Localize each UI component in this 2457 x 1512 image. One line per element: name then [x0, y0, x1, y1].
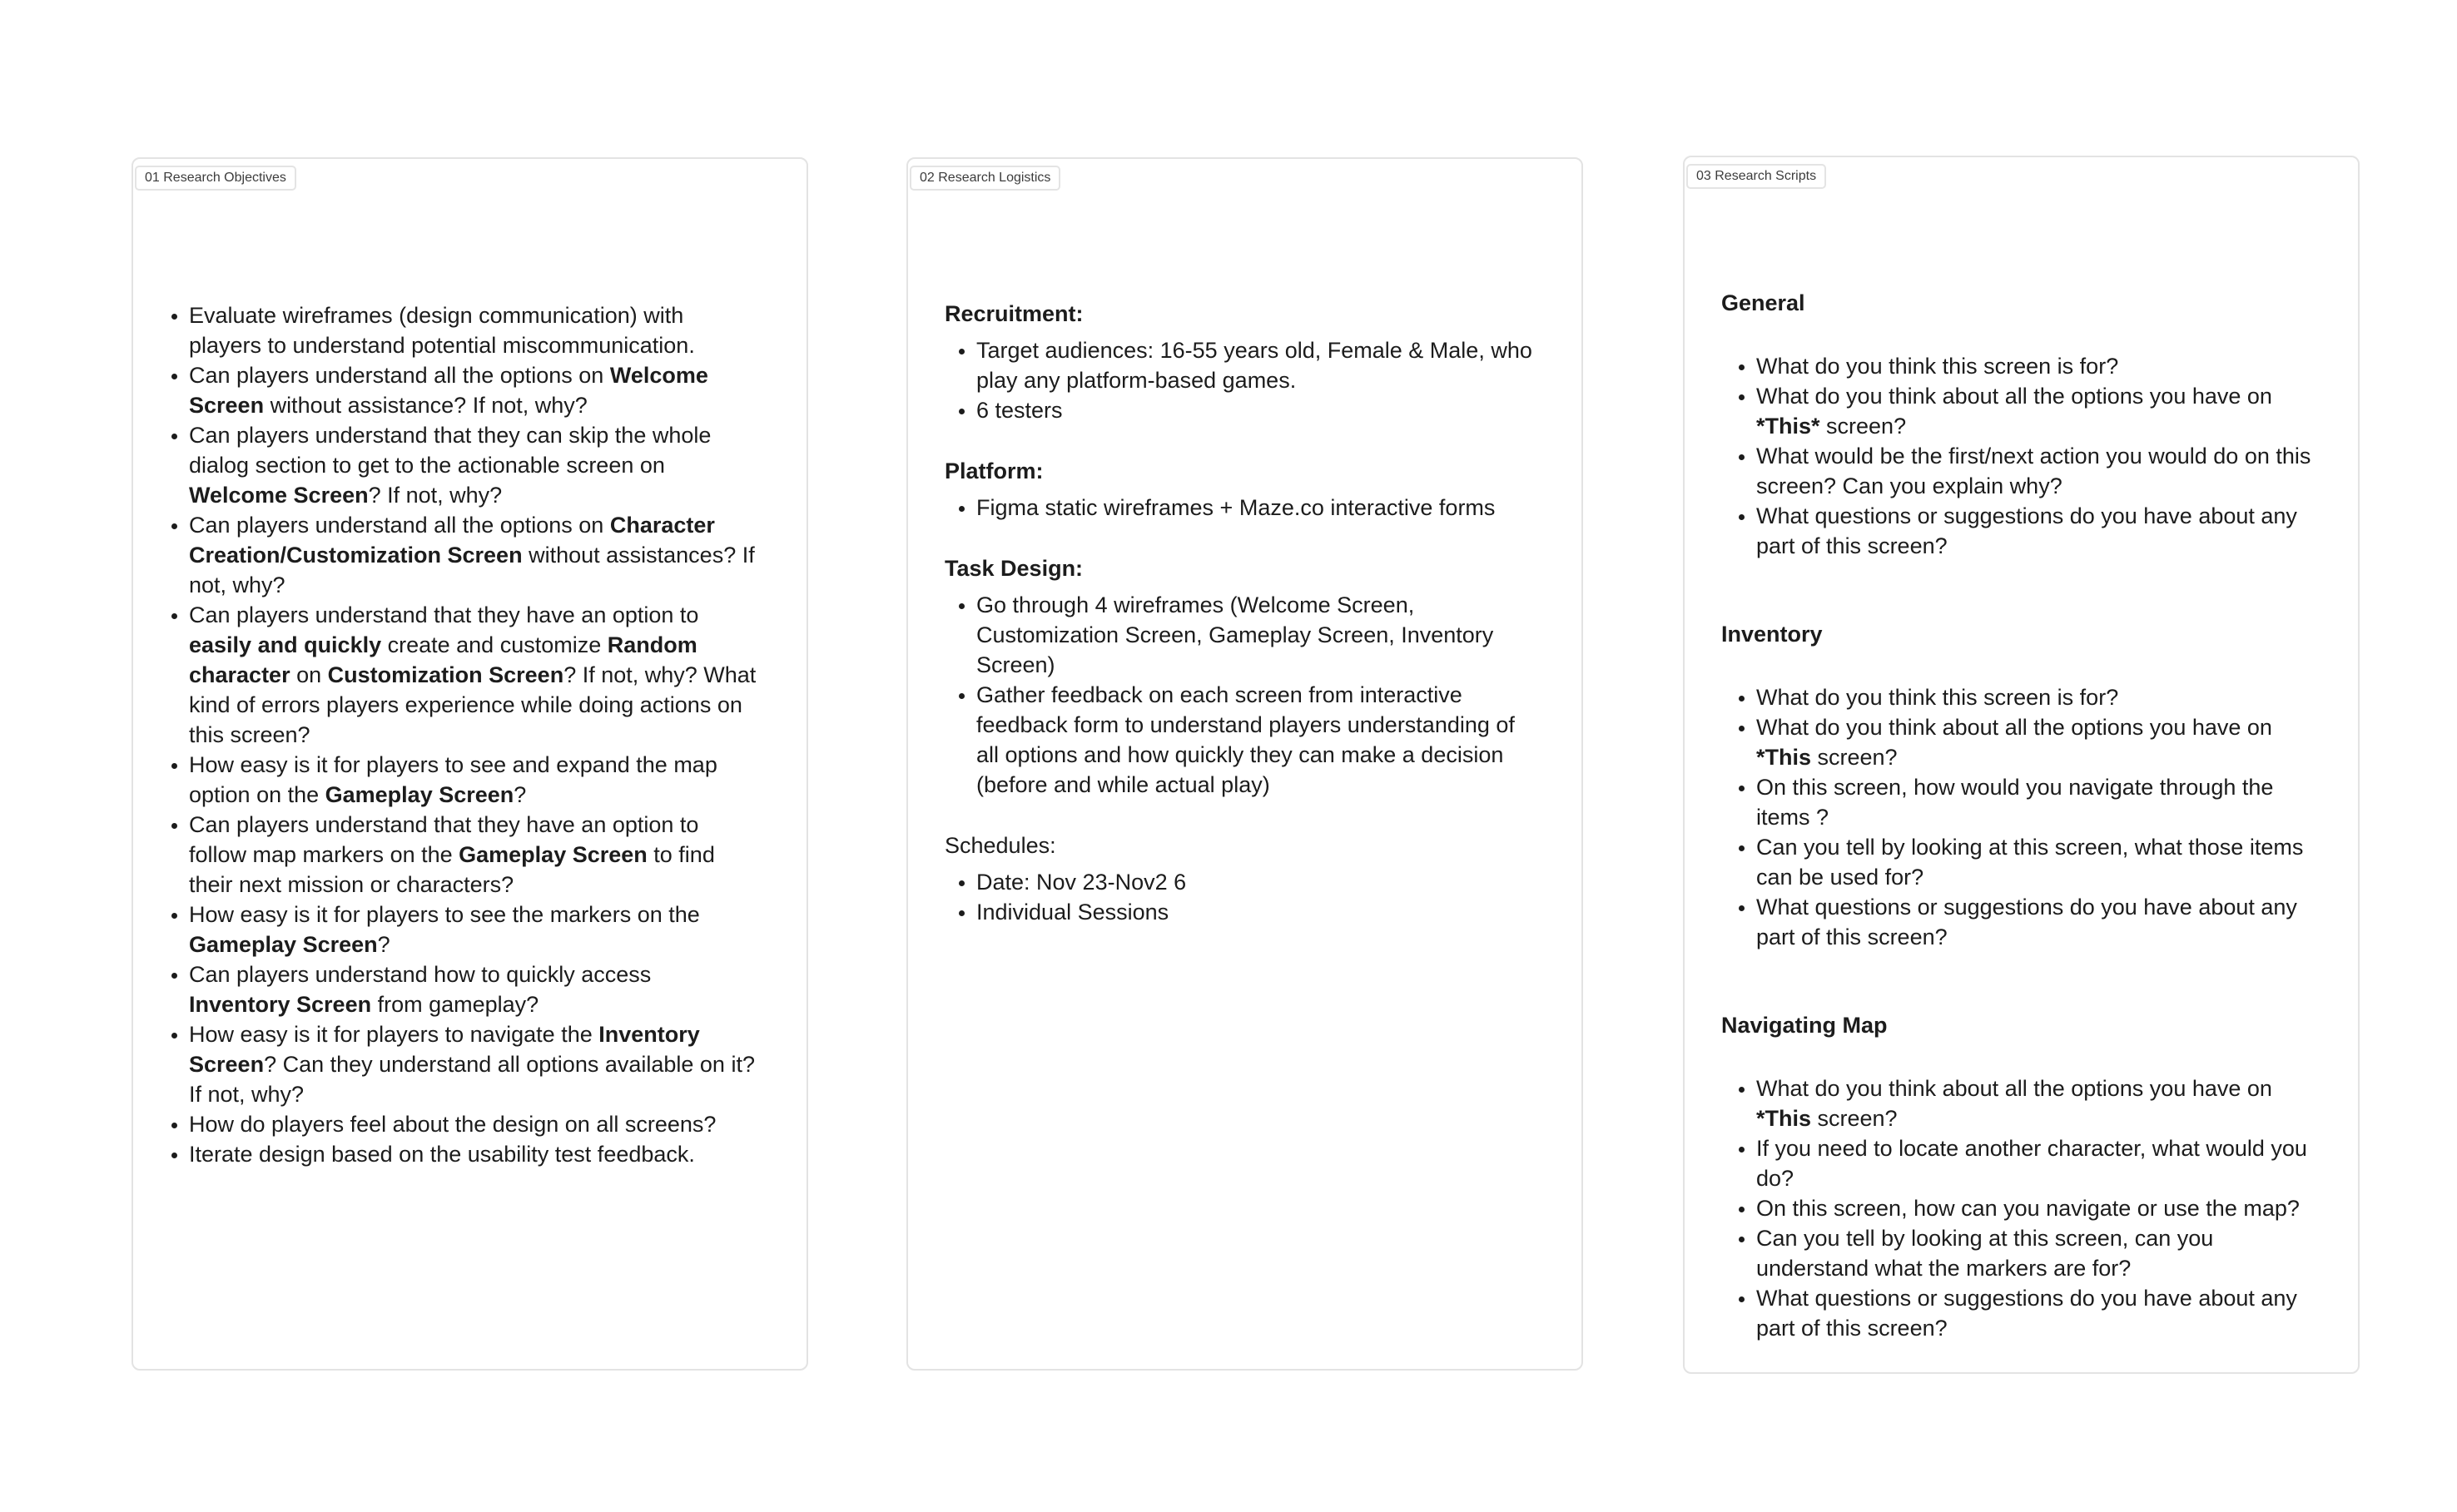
- bullet-item: • Can players understand all the options on Character Creation/Customization Screen without assistances? If not, why?: [189, 510, 758, 600]
- group-heading: Recruitment:: [945, 301, 1084, 326]
- section-card-research-logistics[interactable]: [906, 157, 1583, 1371]
- bullet-item: • How easy is it for players to see and expand the map option on the Gameplay Screen?: [189, 750, 758, 810]
- group-task-design: [945, 553, 1536, 800]
- group-platform: [945, 456, 1536, 523]
- bullet-list: [1721, 351, 2323, 561]
- section-label-text: 03 Research Scripts: [1696, 169, 1817, 183]
- bullet-item: • Figma static wireframes + Maze.co interactive forms: [976, 493, 1536, 523]
- group-navigating-map: [1721, 1010, 2323, 1343]
- bullet-item: • How easy is it for players to see the markers on the Gameplay Screen?: [189, 900, 758, 959]
- bullet-item: • 6 testers: [976, 395, 1536, 425]
- bullet-item: • Target audiences: 16-55 years old, Female & Male, who play any platform-based games.: [976, 335, 1536, 395]
- section-content: [1685, 157, 2358, 1343]
- group-inventory: [1721, 619, 2323, 952]
- bullet-item: • Can you tell by looking at this screen, can you understand what the markers are for?: [1756, 1223, 2323, 1283]
- bullet-item: • What questions or suggestions do you have about any part of this screen?: [1756, 892, 2323, 952]
- group-general: [1721, 288, 2323, 561]
- bullet-item: • Individual Sessions: [976, 897, 1536, 927]
- bullet-list: [945, 335, 1536, 425]
- section-label-text: 01 Research Objectives: [145, 171, 286, 185]
- bullet-item: • Date: Nov 23-Nov2 6: [976, 867, 1536, 897]
- bullet-item: • Can players understand how to quickly access Inventory Screen from gameplay?: [189, 959, 758, 1019]
- bullet-item: • What questions or suggestions do you have about any part of this screen?: [1756, 501, 2323, 561]
- section-label[interactable]: [135, 166, 296, 191]
- bullet-item: • Iterate design based on the usability test feedback.: [189, 1139, 758, 1169]
- group-recruitment: [945, 299, 1536, 425]
- section-card-research-objectives[interactable]: [132, 157, 808, 1371]
- bullet-item: • What do you think about all the options you have on *This screen?: [1756, 712, 2323, 772]
- bullet-item: • Can players understand that they have an option to follow map markers on the Gameplay Screen to find their next mission or characters?: [189, 810, 758, 900]
- bullet-item: • Can players understand that they have an option to easily and quickly create and customize Random character on Customization Screen? If not, why? What kind of errors players experience while doing actions on this screen?: [189, 600, 758, 750]
- bullet-item: • How easy is it for players to navigate the Inventory Screen? Can they understand all options available on it? If not, why?: [189, 1019, 758, 1109]
- section-label[interactable]: [1686, 164, 1826, 189]
- bullet-item: • On this screen, how can you navigate or use the map?: [1756, 1193, 2323, 1223]
- bullet-item: • Gather feedback on each screen from interactive feedback form to understand players understanding of all options and how quickly they can make a decision (before and while actual play): [976, 680, 1536, 800]
- bullet-item: • Evaluate wireframes (design communication) with players to understand potential miscommunication.: [189, 300, 758, 360]
- group-heading: Task Design:: [945, 556, 1084, 581]
- bullet-item: • Can you tell by looking at this screen, what those items can be used for?: [1756, 832, 2323, 892]
- bullet-list: [133, 300, 758, 1169]
- group-schedules: [945, 830, 1536, 927]
- bullet-item: • How do players feel about the design on all screens?: [189, 1109, 758, 1139]
- bullet-item: • Can players understand all the options on Welcome Screen without assistance? If not, why?: [189, 360, 758, 420]
- group-heading: Navigating Map: [1721, 1013, 1888, 1038]
- group-heading: Platform:: [945, 459, 1044, 483]
- bullet-list: [945, 867, 1536, 927]
- bullet-item: • What do you think about all the options you have on *This* screen?: [1756, 381, 2323, 441]
- bullet-item: • On this screen, how would you navigate through the items ?: [1756, 772, 2323, 832]
- section-card-research-scripts[interactable]: [1683, 156, 2360, 1374]
- bullet-item: • Can players understand that they can skip the whole dialog section to get to the actionable screen on Welcome Screen? If not, why?: [189, 420, 758, 510]
- bullet-item: • What do you think this screen is for?: [1756, 351, 2323, 381]
- bullet-list: [945, 590, 1536, 800]
- bullet-item: • If you need to locate another character, what would you do?: [1756, 1133, 2323, 1193]
- bullet-item: • Go through 4 wireframes (Welcome Screen, Customization Screen, Gameplay Screen, Inventory Screen): [976, 590, 1536, 680]
- section-content: [133, 159, 807, 1169]
- group-heading: Schedules:: [945, 833, 1056, 858]
- bullet-list: [1721, 1073, 2323, 1343]
- bullet-item: • What would be the first/next action you would do on this screen? Can you explain why?: [1756, 441, 2323, 501]
- bullet-item: • What do you think about all the options you have on *This screen?: [1756, 1073, 2323, 1133]
- bullet-list: [945, 493, 1536, 523]
- group-heading: Inventory: [1721, 622, 1823, 647]
- bullet-list: [1721, 682, 2323, 952]
- section-label[interactable]: [910, 166, 1060, 191]
- section-content: [908, 159, 1581, 927]
- section-label-text: 02 Research Logistics: [920, 171, 1051, 185]
- group-heading: General: [1721, 290, 1805, 315]
- bullet-item: • What do you think this screen is for?: [1756, 682, 2323, 712]
- bullet-item: • What questions or suggestions do you have about any part of this screen?: [1756, 1283, 2323, 1343]
